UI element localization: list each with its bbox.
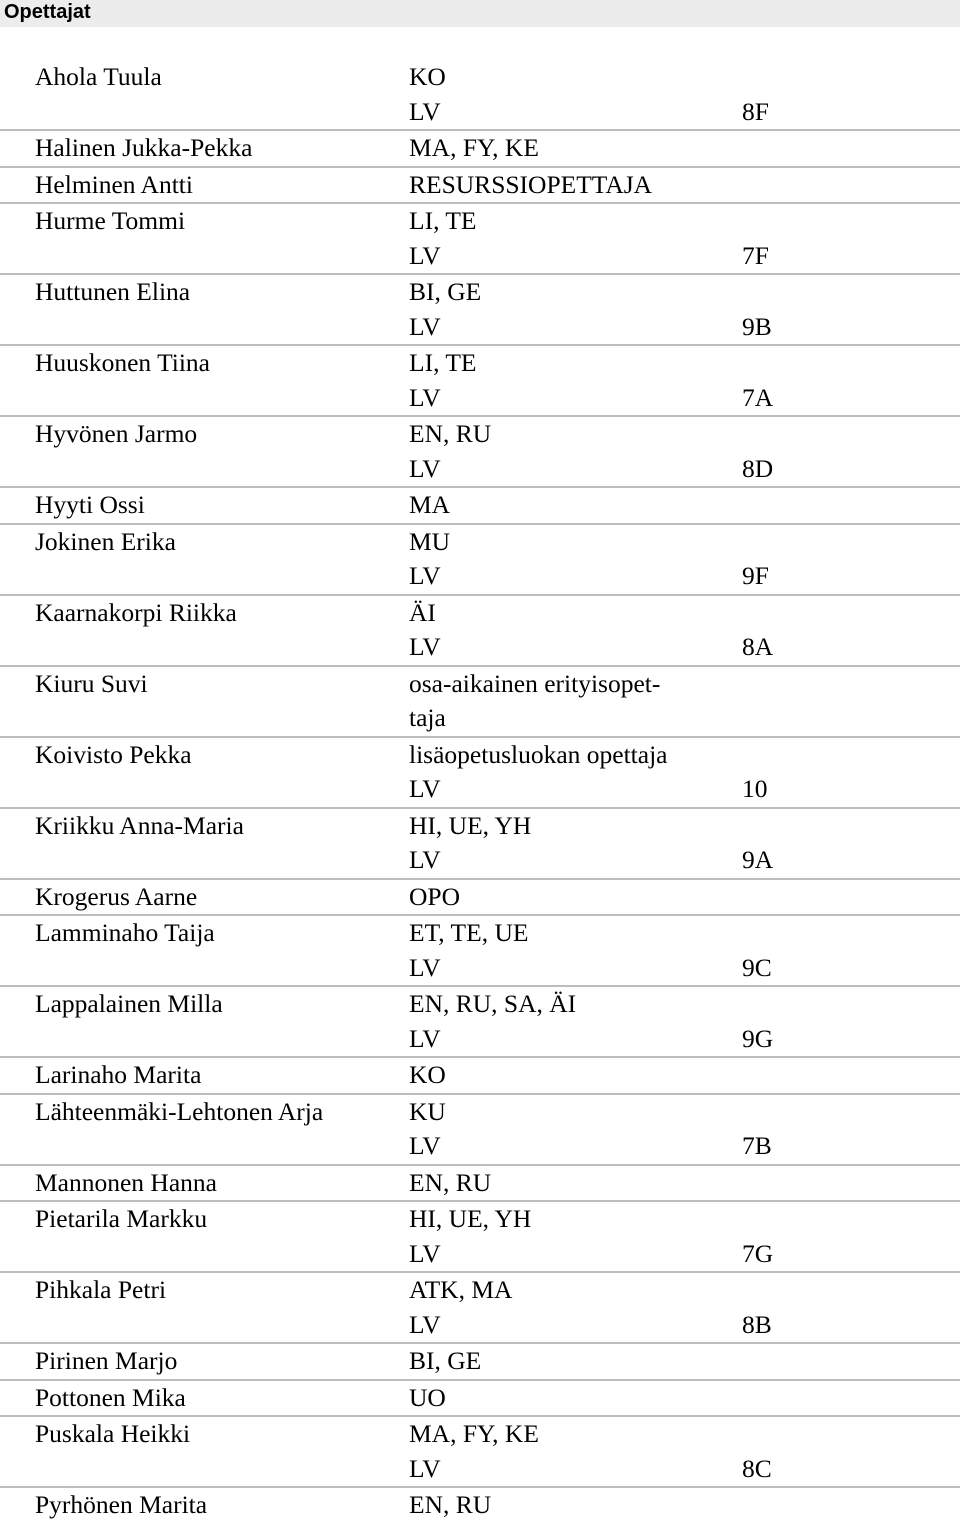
teacher-row-main-line xyxy=(0,131,960,166)
class-code: 10 xyxy=(742,774,768,803)
class-teacher-label: LV xyxy=(409,453,441,483)
teacher-row-main-line xyxy=(0,1166,960,1201)
teacher-row-main-line xyxy=(0,1202,960,1237)
teacher-row xyxy=(0,1202,960,1273)
teacher-name: Lappalainen Milla xyxy=(35,989,223,1018)
teacher-row xyxy=(0,204,960,275)
teacher-row-main-line xyxy=(0,1095,960,1130)
teacher-row-main-line xyxy=(0,1417,960,1452)
teacher-name: Kriikku Anna-Maria xyxy=(35,810,244,840)
teacher-row-class-line xyxy=(0,559,960,594)
class-teacher-label: LV xyxy=(409,1453,441,1483)
teacher-subjects: KO xyxy=(409,1060,446,1089)
teacher-row-main-line xyxy=(0,1058,960,1093)
teacher-row-class-line xyxy=(0,310,960,345)
teacher-name: Jokinen Erika xyxy=(35,526,176,556)
teacher-row-main-line xyxy=(0,60,960,95)
teacher-subjects: BI, GE xyxy=(409,1346,482,1375)
class-teacher-label: LV xyxy=(409,1238,441,1268)
teacher-subjects: RESURSSIOPETTAJA xyxy=(409,169,653,199)
class-code: 7B xyxy=(742,1131,772,1160)
class-code: 9B xyxy=(742,311,772,341)
class-code: 7G xyxy=(742,1238,774,1268)
teacher-row-main-line xyxy=(0,1273,960,1308)
class-code: 9A xyxy=(742,845,774,874)
teacher-row xyxy=(0,667,960,738)
teacher-subjects: UO xyxy=(409,1382,446,1412)
teacher-subjects: osa-aikainen erityisopet- taja xyxy=(409,668,661,732)
teacher-row-class-line xyxy=(0,381,960,416)
teacher-row xyxy=(0,275,960,346)
teacher-name: Mannonen Hanna xyxy=(35,1167,217,1197)
teacher-name: Kiuru Suvi xyxy=(35,668,148,698)
teacher-row-class-line xyxy=(0,843,960,878)
teacher-row xyxy=(0,596,960,667)
teacher-subjects: BI, GE xyxy=(409,277,482,306)
teacher-row-class-line xyxy=(0,1129,960,1164)
teacher-subjects: KO xyxy=(409,62,446,91)
teacher-row xyxy=(0,1095,960,1166)
class-teacher-label: LV xyxy=(409,774,441,803)
teacher-row xyxy=(0,168,960,205)
class-code: 7A xyxy=(742,382,774,412)
teacher-subjects: MU xyxy=(409,526,451,556)
teacher-name: Ahola Tuula xyxy=(35,62,162,91)
teacher-subjects: ÄI xyxy=(409,597,436,627)
teacher-subjects: MA, FY, KE xyxy=(409,1419,539,1448)
teacher-subjects: ET, TE, UE xyxy=(409,918,529,947)
teacher-row xyxy=(0,1488,960,1523)
teacher-row-main-line xyxy=(0,916,960,951)
class-code: 9F xyxy=(742,561,769,590)
teacher-row xyxy=(0,880,960,917)
teacher-row xyxy=(0,488,960,525)
teacher-row-main-line xyxy=(0,987,960,1022)
class-teacher-label: LV xyxy=(409,96,441,126)
teacher-row xyxy=(0,346,960,417)
teacher-subjects: EN, RU, SA, ÄI xyxy=(409,989,577,1018)
class-code: 8F xyxy=(742,96,769,126)
teacher-subjects: OPO xyxy=(409,881,461,911)
teacher-row xyxy=(0,60,960,131)
teacher-row-class-line xyxy=(0,1452,960,1487)
class-teacher-label: LV xyxy=(409,382,441,412)
teacher-row-class-line xyxy=(0,239,960,274)
class-teacher-label: LV xyxy=(409,1023,441,1053)
teacher-row-main-line xyxy=(0,346,960,381)
class-teacher-label: LV xyxy=(409,1131,441,1160)
teacher-name: Kaarnakorpi Riikka xyxy=(35,597,237,627)
teacher-row-main-line xyxy=(0,1381,960,1416)
teacher-row-class-line xyxy=(0,95,960,130)
teacher-name: Larinaho Marita xyxy=(35,1060,202,1089)
teacher-subjects: KU xyxy=(409,1096,446,1126)
class-teacher-label: LV xyxy=(409,311,441,341)
teacher-row xyxy=(0,1344,960,1381)
teacher-row-class-line xyxy=(0,951,960,986)
class-code: 8B xyxy=(742,1309,772,1339)
teacher-row-class-line xyxy=(0,1022,960,1057)
teacher-name: Hyyti Ossi xyxy=(35,490,145,519)
class-teacher-label: LV xyxy=(409,952,441,982)
teacher-subjects: EN, RU xyxy=(409,1490,492,1519)
class-teacher-label: LV xyxy=(409,845,441,874)
teacher-row-class-line xyxy=(0,1308,960,1343)
teacher-row-main-line xyxy=(0,168,960,203)
teacher-row-main-line xyxy=(0,204,960,239)
teacher-name: Huuskonen Tiina xyxy=(35,348,210,377)
class-code: 8D xyxy=(742,453,774,483)
class-teacher-label: LV xyxy=(409,240,441,270)
teacher-row-class-line xyxy=(0,1237,960,1272)
teacher-subjects: ATK, MA xyxy=(409,1275,513,1304)
class-code: 8C xyxy=(742,1453,772,1483)
teacher-row-main-line xyxy=(0,488,960,523)
teacher-name: Lähteenmäki-Lehtonen Arja xyxy=(35,1096,324,1126)
teacher-row xyxy=(0,987,960,1058)
page-title: Opettajat xyxy=(4,1,91,23)
teacher-subjects: HI, UE, YH xyxy=(409,1204,532,1233)
teacher-row xyxy=(0,1381,960,1418)
teacher-row-class-line xyxy=(0,630,960,665)
class-code: 9C xyxy=(742,952,772,982)
teacher-subjects: EN, RU xyxy=(409,419,492,448)
teacher-row xyxy=(0,131,960,168)
class-teacher-label: LV xyxy=(409,632,441,661)
teacher-name: Lamminaho Taija xyxy=(35,918,215,947)
teacher-name: Puskala Heikki xyxy=(35,1419,191,1448)
class-code: 7F xyxy=(742,240,769,270)
teacher-name: Helminen Antti xyxy=(35,169,193,199)
teacher-name: Pihkala Petri xyxy=(35,1275,167,1304)
teacher-name: Huttunen Elina xyxy=(35,277,191,306)
teacher-row-main-line xyxy=(0,275,960,310)
teacher-row xyxy=(0,1417,960,1488)
teacher-row-main-line xyxy=(0,1488,960,1523)
teacher-subjects: LI, TE xyxy=(409,206,477,235)
teacher-row xyxy=(0,1166,960,1203)
teacher-row-main-line xyxy=(0,809,960,844)
teacher-name: Pietarila Markku xyxy=(35,1204,208,1233)
class-code: 9G xyxy=(742,1023,774,1053)
teacher-name: Pottonen Mika xyxy=(35,1382,186,1412)
teacher-row-main-line xyxy=(0,880,960,915)
teacher-row xyxy=(0,417,960,488)
class-teacher-label: LV xyxy=(409,561,441,590)
teacher-row xyxy=(0,1273,960,1344)
teacher-row xyxy=(0,525,960,596)
teacher-name: Hurme Tommi xyxy=(35,206,186,235)
teacher-row xyxy=(0,738,960,809)
class-code: 8A xyxy=(742,632,774,661)
teacher-row-class-line xyxy=(0,452,960,487)
teacher-row-main-line xyxy=(0,667,960,736)
teacher-row-main-line xyxy=(0,1344,960,1379)
teacher-subjects: lisäopetusluokan opettaja xyxy=(409,739,668,769)
teacher-row-class-line xyxy=(0,772,960,807)
teacher-subjects: MA xyxy=(409,490,451,519)
teacher-list xyxy=(0,60,960,1523)
teacher-name: Halinen Jukka-Pekka xyxy=(35,133,253,162)
teacher-row-main-line xyxy=(0,417,960,452)
teacher-row-main-line xyxy=(0,596,960,631)
teacher-name: Pyrhönen Marita xyxy=(35,1490,208,1519)
teacher-row xyxy=(0,1058,960,1095)
teacher-row-main-line xyxy=(0,738,960,773)
teacher-subjects: EN, RU xyxy=(409,1167,492,1197)
teacher-subjects: LI, TE xyxy=(409,348,477,377)
teacher-subjects: HI, UE, YH xyxy=(409,810,532,840)
teacher-subjects: MA, FY, KE xyxy=(409,133,539,162)
teacher-name: Krogerus Aarne xyxy=(35,881,198,911)
teacher-row-main-line xyxy=(0,525,960,560)
teacher-row xyxy=(0,809,960,880)
teacher-name: Hyvönen Jarmo xyxy=(35,419,198,448)
class-teacher-label: LV xyxy=(409,1309,441,1339)
teacher-row xyxy=(0,916,960,987)
teacher-name: Pirinen Marjo xyxy=(35,1346,178,1375)
page-header xyxy=(0,0,960,27)
teacher-name: Koivisto Pekka xyxy=(35,739,192,769)
